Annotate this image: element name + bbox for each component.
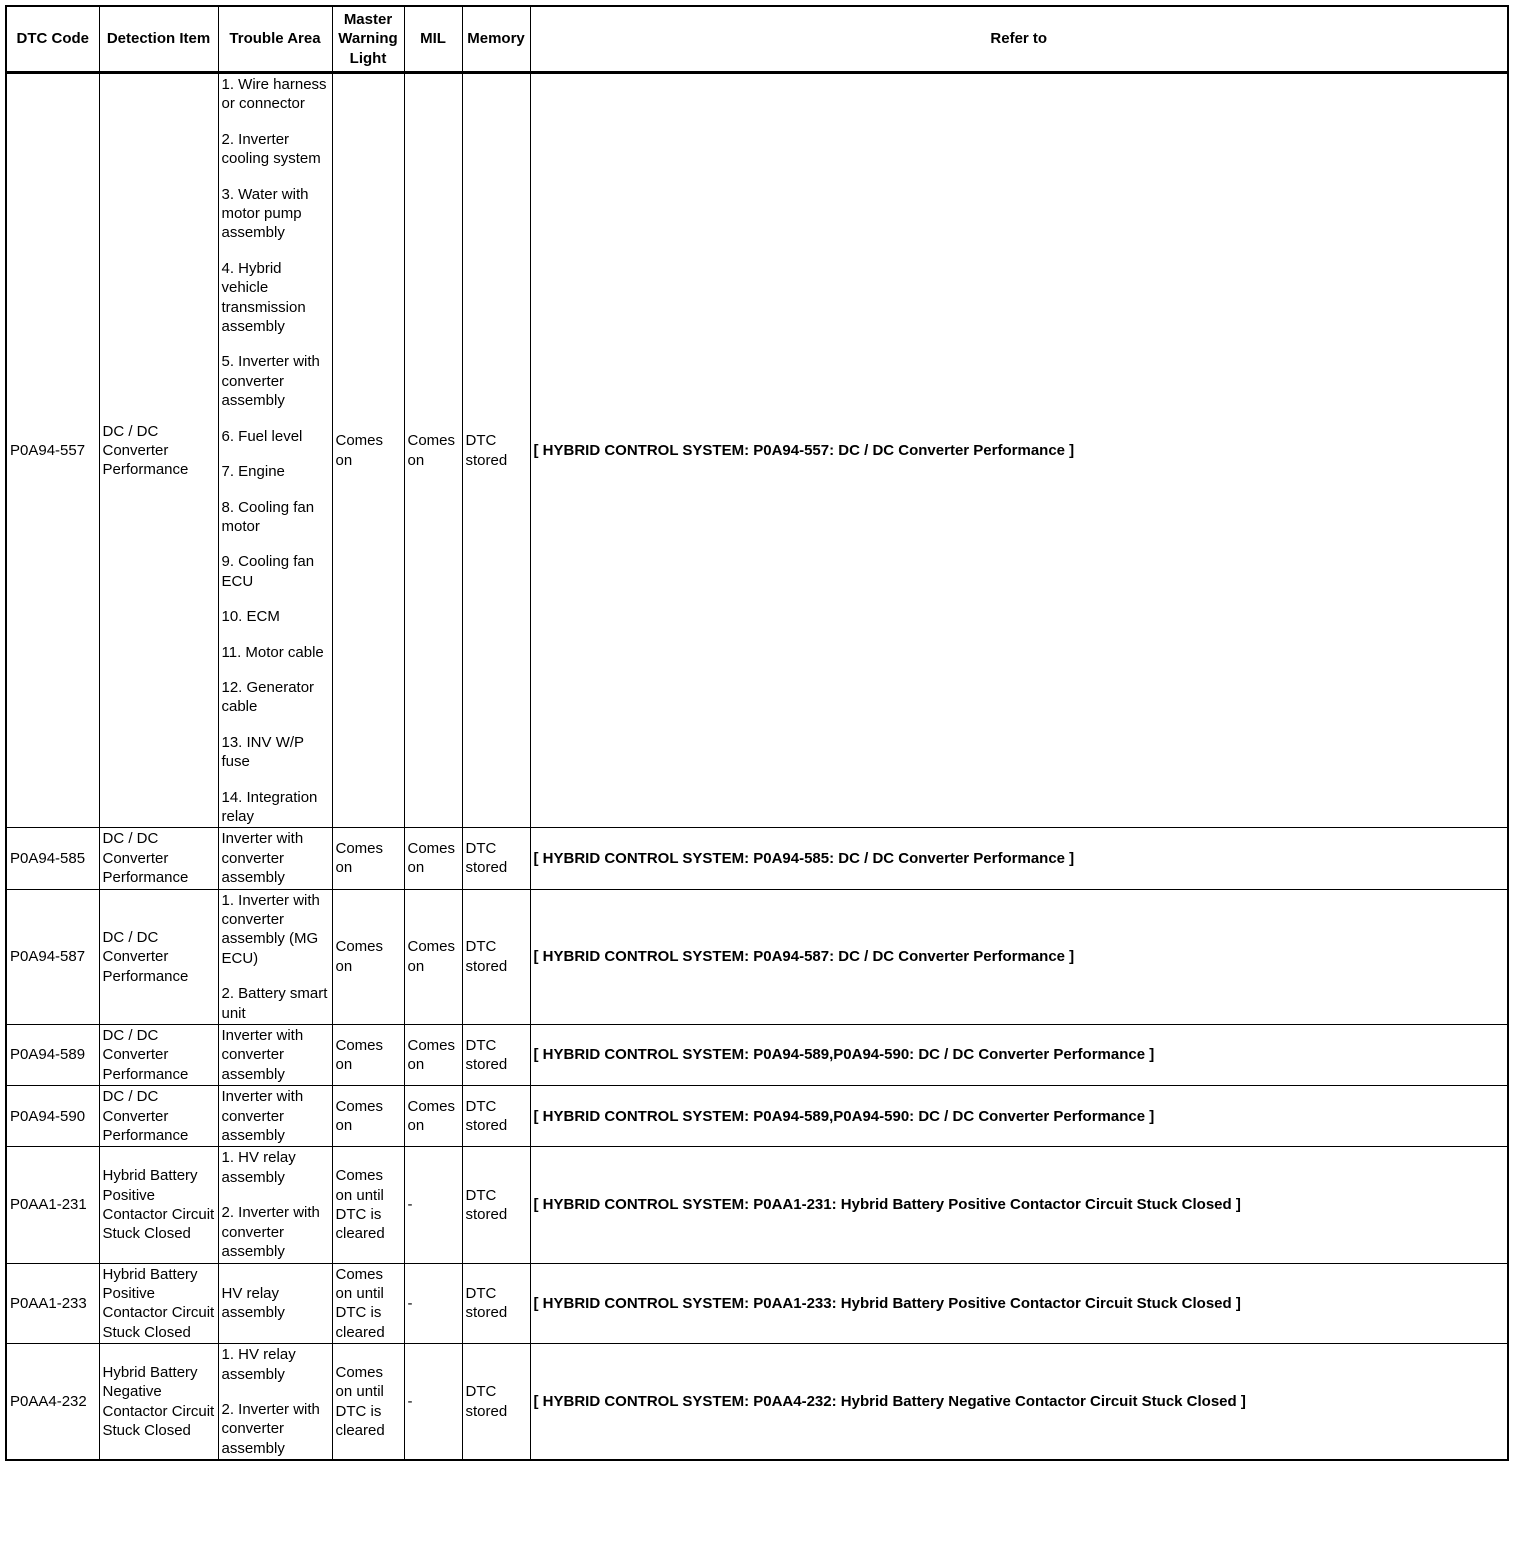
detection-item-cell: DC / DC Converter Performance <box>99 889 218 1024</box>
table-row <box>6 73 1508 828</box>
memory-cell: DTC stored <box>462 889 530 1024</box>
trouble-area-item: 1. Inverter with converter assembly (MG ECU) <box>221 891 320 967</box>
trouble-area-item: 1. Wire harness or connector <box>221 76 327 113</box>
trouble-area-item: 8. Cooling fan motor <box>221 498 315 535</box>
memory-cell: DTC stored <box>462 1263 530 1344</box>
memory-cell: DTC stored <box>462 1025 530 1086</box>
dtc-table <box>5 5 1509 1461</box>
trouble-area-item: 14. Integration relay <box>221 788 318 825</box>
dtc-code-cell: P0A94-585 <box>6 828 99 889</box>
master-warning-light-cell: Comes on until DTC is cleared <box>332 1344 404 1461</box>
trouble-area-item: 11. Motor cable <box>221 643 324 661</box>
mil-cell: - <box>404 1344 462 1461</box>
refer-to-cell: [ HYBRID CONTROL SYSTEM: P0AA4-232: Hybrid Battery Negative Contactor Circuit Stuck Closed ] <box>530 1344 1508 1461</box>
trouble-area-item: 12. Generator cable <box>221 678 315 716</box>
detection-item-cell: Hybrid Battery Positive Contactor Circuit Stuck Closed <box>99 1147 218 1263</box>
trouble-area-item: 2. Battery smart unit <box>221 985 328 1022</box>
header-trouble-area: Trouble Area <box>218 6 332 73</box>
table-row <box>6 1147 1508 1263</box>
detection-item-cell: DC / DC Converter Performance <box>99 1086 218 1147</box>
dtc-table-body <box>6 73 1508 1461</box>
table-row <box>6 828 1508 889</box>
mil-cell: Comes on <box>404 1025 462 1086</box>
table-row <box>6 1263 1508 1344</box>
memory-cell: DTC stored <box>462 1147 530 1263</box>
header-row <box>6 6 1508 73</box>
mil-cell: Comes on <box>404 828 462 889</box>
refer-to-cell: [ HYBRID CONTROL SYSTEM: P0A94-589,P0A94-590: DC / DC Converter Performance ] <box>530 1086 1508 1147</box>
trouble-area-item: 1. HV relay assembly <box>221 1346 296 1383</box>
header-detection-item: Detection Item <box>99 6 218 73</box>
refer-to-cell: [ HYBRID CONTROL SYSTEM: P0AA1-231: Hybrid Battery Positive Contactor Circuit Stuck Closed ] <box>530 1147 1508 1263</box>
header-dtc-code: DTC Code <box>6 6 99 73</box>
dtc-code-cell: P0A94-589 <box>6 1025 99 1086</box>
table-row <box>6 1086 1508 1147</box>
dtc-code-cell: P0AA4-232 <box>6 1344 99 1461</box>
master-warning-light-cell: Comes on <box>332 1025 404 1086</box>
header-master-warning-light: Master Warning Light <box>332 6 404 73</box>
master-warning-light-cell: Comes on <box>332 828 404 889</box>
memory-cell: DTC stored <box>462 1344 530 1461</box>
refer-to-cell: [ HYBRID CONTROL SYSTEM: P0A94-589,P0A94-590: DC / DC Converter Performance ] <box>530 1025 1508 1086</box>
header-mil: MIL <box>404 6 462 73</box>
trouble-area-item: 5. Inverter with converter assembly <box>221 353 320 410</box>
header-memory: Memory <box>462 6 530 73</box>
trouble-area-item: 9. Cooling fan ECU <box>221 553 315 590</box>
trouble-area-item: Inverter with converter assembly <box>221 1088 304 1145</box>
trouble-area-item: HV relay assembly <box>221 1284 285 1322</box>
dtc-code-cell: P0A94-557 <box>6 73 99 828</box>
trouble-area-item: 6. Fuel level <box>221 427 303 445</box>
detection-item-cell: Hybrid Battery Negative Contactor Circuit Stuck Closed <box>99 1344 218 1461</box>
trouble-area-item: 3. Water with motor pump assembly <box>221 185 309 242</box>
memory-cell: DTC stored <box>462 828 530 889</box>
detection-item-cell: DC / DC Converter Performance <box>99 828 218 889</box>
detection-item-cell: Hybrid Battery Positive Contactor Circuit Stuck Closed <box>99 1263 218 1344</box>
master-warning-light-cell: Comes on until DTC is cleared <box>332 1263 404 1344</box>
dtc-code-cell: P0A94-590 <box>6 1086 99 1147</box>
trouble-area-cell <box>218 1025 332 1086</box>
trouble-area-item: Inverter with converter assembly <box>221 1027 304 1083</box>
dtc-code-cell: P0AA1-233 <box>6 1263 99 1344</box>
trouble-area-cell <box>218 889 332 1024</box>
refer-to-cell: [ HYBRID CONTROL SYSTEM: P0A94-587: DC / DC Converter Performance ] <box>530 889 1508 1024</box>
mil-cell: - <box>404 1263 462 1344</box>
master-warning-light-cell: Comes on <box>332 73 404 828</box>
mil-cell: Comes on <box>404 889 462 1024</box>
refer-to-cell: [ HYBRID CONTROL SYSTEM: P0A94-585: DC / DC Converter Performance ] <box>530 828 1508 889</box>
table-row <box>6 889 1508 1024</box>
trouble-area-cell <box>218 828 332 889</box>
dtc-code-cell: P0AA1-231 <box>6 1147 99 1263</box>
memory-cell: DTC stored <box>462 73 530 828</box>
master-warning-light-cell: Comes on <box>332 889 404 1024</box>
master-warning-light-cell: Comes on <box>332 1086 404 1147</box>
table-row <box>6 1025 1508 1086</box>
refer-to-cell: [ HYBRID CONTROL SYSTEM: P0AA1-233: Hybrid Battery Positive Contactor Circuit Stuck Closed ] <box>530 1263 1508 1344</box>
detection-item-cell: DC / DC Converter Performance <box>99 73 218 828</box>
trouble-area-item: 4. Hybrid vehicle transmission assembly <box>221 259 306 336</box>
trouble-area-cell <box>218 73 332 828</box>
trouble-area-item: 7. Engine <box>221 463 285 481</box>
trouble-area-cell <box>218 1344 332 1461</box>
mil-cell: - <box>404 1147 462 1263</box>
header-refer-to: Refer to <box>530 6 1508 73</box>
trouble-area-item: 10. ECM <box>221 608 280 626</box>
trouble-area-item: 2. Inverter with converter assembly <box>221 1400 320 1457</box>
trouble-area-cell <box>218 1263 332 1344</box>
dtc-table-container <box>5 5 1509 1461</box>
detection-item-cell: DC / DC Converter Performance <box>99 1025 218 1086</box>
trouble-area-item: Inverter with converter assembly <box>221 830 304 887</box>
mil-cell: Comes on <box>404 73 462 828</box>
trouble-area-item: 13. INV W/P fuse <box>221 733 304 771</box>
mil-cell: Comes on <box>404 1086 462 1147</box>
trouble-area-cell <box>218 1147 332 1263</box>
trouble-area-item: 2. Inverter with converter assembly <box>221 1204 320 1261</box>
trouble-area-cell <box>218 1086 332 1147</box>
master-warning-light-cell: Comes on until DTC is cleared <box>332 1147 404 1263</box>
trouble-area-item: 1. HV relay assembly <box>221 1149 296 1186</box>
trouble-area-item: 2. Inverter cooling system <box>221 130 321 168</box>
table-row <box>6 1344 1508 1461</box>
memory-cell: DTC stored <box>462 1086 530 1147</box>
dtc-code-cell: P0A94-587 <box>6 889 99 1024</box>
refer-to-cell: [ HYBRID CONTROL SYSTEM: P0A94-557: DC / DC Converter Performance ] <box>530 73 1508 828</box>
